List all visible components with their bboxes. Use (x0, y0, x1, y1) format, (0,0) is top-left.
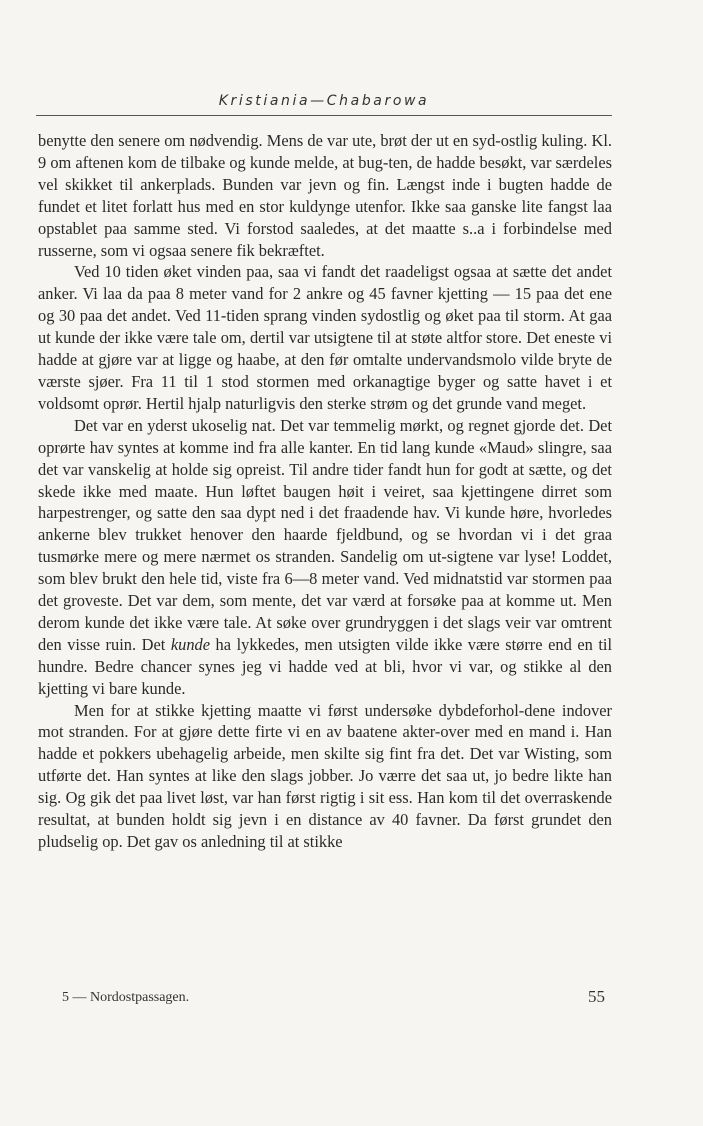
italic-word: kunde (170, 634, 210, 654)
header-rule (36, 115, 612, 116)
paragraph-4: Men for at stikke kjetting maatte vi først undersøke dybdeforhol-dene indover mot stranden. For at gjøre dette firte vi en av baatene akter-over med en mand i. Han hadde et pokkers ubehagelig arbeide, men skilte sig fint fra det. Det var Wisting, som utførte det. Han syntes at like den slags jobber. Jo værre det saa ut, jo bedre likte han sig. Og gik det paa livet løst, var han først rigtig i sit ess. Han kom til det overraskende resultat, at bunden holdt sig jevn i en distance av 40 favner. Da først grundet den pludselig op. Det gav os anledning til at stikke (38, 700, 612, 851)
body-text (38, 130, 612, 853)
paragraph-1: benytte den senere om nødvendig. Mens de var ute, brøt der ut en syd-ostlig kuling. Kl. 9 om aftenen kom de tilbake og kunde melde, at bug-ten, de hadde besøkt, var særdeles vel skikket til ankerplads. Bunden var jevn og fin. Længst inde i bugten hadde de fundet et litet forlatt hus med en stor kuldynge utenfor. Ikke saa ganske lite fangst laa opstablet paa samme sted. Vi forstod saaledes, at det maatte s..a i forbindelse med russerne, som vi ogsaa senere fik bekræftet. (38, 131, 612, 260)
paragraph-3 (38, 415, 612, 700)
paragraph-3-part-2: ha lykkedes, men utsigten vilde ikke være større end en til hundre. Bedre chancer synes jeg vi hadde ved at bli, hvor vi var, og stikke al den kjetting vi bare kunde. (38, 634, 612, 698)
running-header: Kristiania—Chabarowa (218, 93, 430, 109)
paragraph-3-part-1: Det var en yderst ukoselig nat. Det var temmelig mørkt, og regnet gjorde det. Det oprørte hav syntes at komme ind fra alle kanter. En tid lang kunde «Maud» slingre, saa det var vanskelig at holde sig opreist. Til andre tider fandt hun for godt at sætte, og det skede ikke med maate. Hun løftet baugen høit i veiret, saa kjettingene dirret som harpestrenger, og satte den saa dypt ned i det fraadende hav. Vi kunde høre, hvorledes ankerne blev trukket henover den haarde fjeldbund, og se hvordan vi i det graa tusmørke mere og mere nærmet os stranden. Sandelig om ut-sigtene var lyse! Loddet, som blev brukt den hele tid, viste fra 6—8 meter vand. Ved midnatstid var stormen paa det groveste. Det var dem, som mente, det var værd at forsøke paa at komme ut. Men derom kunde det ikke være tale. At søke over grundryggen i det slags veir var omtrent den visse ruin. Det (38, 415, 612, 654)
paragraph-2: Ved 10 tiden øket vinden paa, saa vi fandt det raadeligst ogsaa at sætte det andet anker. Vi laa da paa 8 meter vand for 2 ankre og 45 favner kjetting — 15 paa det ene og 30 paa det andet. Ved 11-tiden sprang vinden sydostlig og øket paa til storm. At gaa ut kunde der ikke være tale om, dertil var utsigtene til at støte altfor store. Det eneste vi hadde at gjøre var at ligge og haabe, at den før omtalte undervandsmolo vilde bryte de værste sjøer. Fra 11 til 1 stod stormen med orkanagtige byger og satte havet i et voldsomt oprør. Hertil hjalp naturligvis den sterke strøm og det grunde vand meget. (38, 262, 612, 413)
signature-mark: 5 — Nordostpassagen. (62, 990, 190, 1005)
page-number: 55 (588, 987, 605, 1006)
